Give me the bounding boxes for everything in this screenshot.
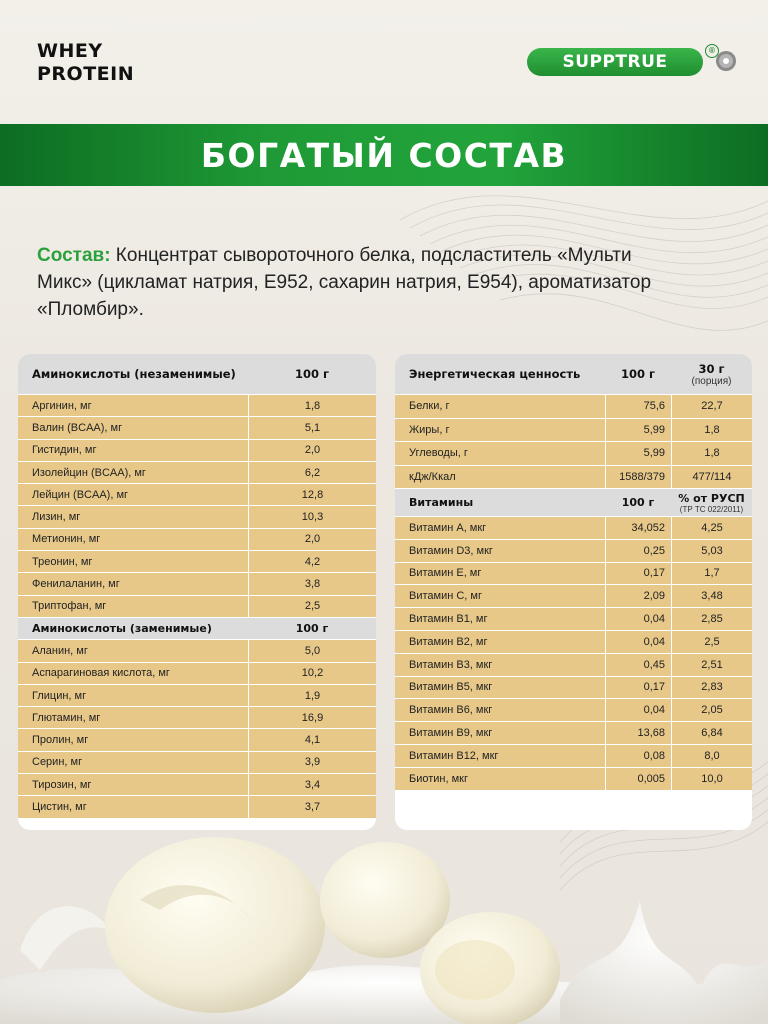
energy-30g-cell: 477/114 xyxy=(671,466,752,489)
table-row xyxy=(395,676,752,699)
vitamin-100g-cell: 2,09 xyxy=(605,585,671,607)
vitamin-name-cell: Витамин В6, мкг xyxy=(409,704,493,717)
vitamin-100g-cell: 0,45 xyxy=(605,654,671,676)
table-row xyxy=(395,516,752,539)
amino-value-cell: 1,9 xyxy=(248,685,376,706)
energy-col-30g xyxy=(671,354,752,394)
vitamin-rusp-cell: 2,05 xyxy=(671,699,752,721)
amino-essential-header: Аминокислоты (незаменимые) xyxy=(32,367,236,381)
vitamin-name-cell: Витамин В5, мкг xyxy=(409,681,493,694)
composition-label: Состав: xyxy=(37,245,111,266)
vitamin-100g-cell: 0,08 xyxy=(605,745,671,767)
amino-name-cell: Глицин, мг xyxy=(32,689,87,702)
amino-name-cell: Аланин, мг xyxy=(32,644,88,657)
energy-name-cell: Углеводы, г xyxy=(409,447,468,460)
vitamin-name-cell: Витамин А, мкг xyxy=(409,521,487,534)
vitamin-rusp-cell: 2,51 xyxy=(671,654,752,676)
amino-nonessential-header-row xyxy=(18,617,376,639)
table-row xyxy=(18,550,376,572)
amino-name-cell: Аргинин, мг xyxy=(32,399,92,412)
amino-name-cell: Изолейцин (BCAA), мг xyxy=(32,466,146,479)
vitamin-rusp-cell: 4,25 xyxy=(671,517,752,539)
table-row xyxy=(395,744,752,767)
amino-name-cell: Триптофан, мг xyxy=(32,600,107,613)
composition-body: Концентрат сывороточного белка, подсластитель «Мульти Микс» (цикламат натрия, Е952, сахарин натрия, Е954), ароматизатор «Пломбир». xyxy=(37,245,652,320)
vitamin-name-cell: Витамин С, мг xyxy=(409,590,482,603)
product-title-line2: PROTEIN xyxy=(37,63,135,85)
composition-text xyxy=(37,242,677,323)
vitamin-rusp-cell: 2,85 xyxy=(671,608,752,630)
table-row xyxy=(18,416,376,438)
vitamin-100g-cell: 13,68 xyxy=(605,722,671,744)
table-row xyxy=(18,483,376,505)
table-row xyxy=(18,461,376,483)
amino-value-cell: 6,2 xyxy=(248,462,376,483)
amino-value-cell: 1,8 xyxy=(248,395,376,416)
amino-name-cell: Валин (BCAA), мг xyxy=(32,421,123,434)
vitamin-name-cell: Витамин Е, мг xyxy=(409,567,482,580)
energy-name-cell: кДж/Ккал xyxy=(409,470,456,483)
amino-name-cell: Лизин, мг xyxy=(32,511,81,524)
amino-nonessential-header: Аминокислоты (заменимые) xyxy=(32,622,212,636)
table-row xyxy=(395,584,752,607)
energy-30g-cell: 1,8 xyxy=(671,419,752,442)
table-row xyxy=(18,773,376,795)
energy-col-100g: 100 г xyxy=(620,367,656,381)
table-row xyxy=(395,721,752,744)
amino-name-cell: Метионин, мг xyxy=(32,533,101,546)
vitamin-name-cell: Биотин, мкг xyxy=(409,772,468,785)
amino-value-cell: 3,8 xyxy=(248,573,376,594)
nutrition-table xyxy=(395,354,752,830)
energy-30g-cell: 22,7 xyxy=(671,395,752,418)
vitamin-100g-cell: 0,04 xyxy=(605,631,671,653)
section-banner xyxy=(0,124,768,186)
table-row xyxy=(395,698,752,721)
energy-30g-cell: 1,8 xyxy=(671,442,752,465)
amino-value-cell: 10,3 xyxy=(248,506,376,527)
vitamin-rusp-cell: 8,0 xyxy=(671,745,752,767)
amino-name-cell: Лейцин (BCAA), мг xyxy=(32,488,129,501)
vitamin-name-cell: Витамин В2, мг xyxy=(409,635,488,648)
amino-essential-rows xyxy=(18,394,376,617)
table-row xyxy=(18,662,376,684)
amino-name-cell: Серин, мг xyxy=(32,756,83,769)
amino-nonessential-col-header: 100 г xyxy=(295,622,329,636)
table-row xyxy=(18,795,376,817)
amino-value-cell: 2,5 xyxy=(248,596,376,617)
amino-value-cell: 10,2 xyxy=(248,663,376,684)
table-row xyxy=(18,439,376,461)
amino-name-cell: Тирозин, мг xyxy=(32,778,92,791)
energy-col-30g-label: 30 г xyxy=(698,361,725,376)
vitamin-100g-cell: 34,052 xyxy=(605,517,671,539)
vitamin-name-cell: Витамин D3, мкг xyxy=(409,544,493,557)
energy-col-30g-note: (порция) xyxy=(691,375,732,387)
table-row xyxy=(18,706,376,728)
amino-value-cell: 3,4 xyxy=(248,774,376,795)
logo-wordmark: SUPPTRUE xyxy=(527,48,703,76)
amino-col-header: 100 г xyxy=(294,367,330,381)
vitamin-col-rusp xyxy=(671,489,752,516)
amino-name-cell: Пролин, мг xyxy=(32,734,89,747)
table-row xyxy=(395,441,752,465)
energy-rows xyxy=(395,394,752,488)
vitamin-100g-cell: 0,17 xyxy=(605,563,671,585)
amino-name-cell: Аспарагиновая кислота, мг xyxy=(32,667,170,680)
table-row xyxy=(18,728,376,750)
amino-value-cell: 2,0 xyxy=(248,529,376,550)
amino-value-cell: 5,1 xyxy=(248,417,376,438)
amino-essential-header-row xyxy=(18,354,376,394)
table-row xyxy=(395,539,752,562)
table-row xyxy=(18,751,376,773)
table-row xyxy=(395,630,752,653)
energy-100g-cell: 1588/379 xyxy=(605,466,671,489)
vitamin-name-cell: Витамин В12, мкг xyxy=(409,749,499,762)
vitamin-header-row xyxy=(395,488,752,516)
amino-name-cell: Цистин, мг xyxy=(32,800,87,813)
amino-value-cell: 12,8 xyxy=(248,484,376,505)
energy-100g-cell: 75,6 xyxy=(605,395,671,418)
vitamin-rusp-cell: 6,84 xyxy=(671,722,752,744)
energy-100g-cell: 5,99 xyxy=(605,419,671,442)
energy-header-row xyxy=(395,354,752,394)
table-row xyxy=(18,505,376,527)
vitamin-name-cell: Витамин В1, мг xyxy=(409,613,488,626)
vitamin-rusp-cell: 2,83 xyxy=(671,677,752,699)
amino-name-cell: Гистидин, мг xyxy=(32,444,97,457)
table-row xyxy=(395,562,752,585)
amino-value-cell: 5,0 xyxy=(248,640,376,661)
vitamin-name-cell: Витамин В9, мкг xyxy=(409,727,493,740)
vitamin-col-rusp-note: (ТР ТС 022/2011) xyxy=(679,504,744,514)
vitamin-header: Витамины xyxy=(409,496,474,509)
vitamin-100g-cell: 0,17 xyxy=(605,677,671,699)
registered-mark-icon: ® xyxy=(705,44,719,58)
brand-logo xyxy=(527,44,739,80)
amino-value-cell: 3,9 xyxy=(248,752,376,773)
vitamin-100g-cell: 0,25 xyxy=(605,540,671,562)
amino-name-cell: Глютамин, мг xyxy=(32,711,101,724)
vitamin-rusp-cell: 1,7 xyxy=(671,563,752,585)
amino-value-cell: 3,7 xyxy=(248,796,376,817)
amino-name-cell: Треонин, мг xyxy=(32,555,93,568)
table-row xyxy=(18,595,376,617)
vitamin-100g-cell: 0,04 xyxy=(605,699,671,721)
vitamin-name-cell: Витамин В3, мкг xyxy=(409,658,493,671)
table-row xyxy=(395,767,752,790)
vitamin-rusp-cell: 2,5 xyxy=(671,631,752,653)
banner-title: БОГАТЫЙ СОСТАВ xyxy=(200,135,568,175)
vitamin-rusp-cell: 10,0 xyxy=(671,768,752,790)
energy-header: Энергетическая ценность xyxy=(409,367,581,381)
vitamin-rows xyxy=(395,516,752,790)
energy-name-cell: Жиры, г xyxy=(409,423,450,436)
table-row xyxy=(18,639,376,661)
vitamin-col-rusp-label: % от РУСП xyxy=(678,491,745,505)
amino-acids-table xyxy=(18,354,376,830)
table-row xyxy=(395,418,752,442)
table-row xyxy=(18,684,376,706)
vitamin-100g-cell: 0,005 xyxy=(605,768,671,790)
amino-name-cell: Фенилаланин, мг xyxy=(32,578,120,591)
amino-value-cell: 2,0 xyxy=(248,440,376,461)
table-row xyxy=(18,528,376,550)
table-row xyxy=(18,394,376,416)
table-row xyxy=(395,607,752,630)
table-row xyxy=(395,465,752,489)
vitamin-col-100g: 100 г xyxy=(621,496,655,509)
amino-value-cell: 4,1 xyxy=(248,729,376,750)
product-title-line1: WHEY xyxy=(37,40,103,62)
product-title xyxy=(37,40,134,86)
vitamin-100g-cell: 0,04 xyxy=(605,608,671,630)
ice-cream-illustration xyxy=(0,830,768,1024)
weight-plate-icon xyxy=(715,50,737,72)
table-row xyxy=(18,572,376,594)
vitamin-rusp-cell: 5,03 xyxy=(671,540,752,562)
vitamin-rusp-cell: 3,48 xyxy=(671,585,752,607)
amino-nonessential-rows xyxy=(18,639,376,817)
table-row xyxy=(395,653,752,676)
amino-value-cell: 4,2 xyxy=(248,551,376,572)
energy-name-cell: Белки, г xyxy=(409,400,450,413)
table-row xyxy=(395,394,752,418)
energy-100g-cell: 5,99 xyxy=(605,442,671,465)
amino-value-cell: 16,9 xyxy=(248,707,376,728)
